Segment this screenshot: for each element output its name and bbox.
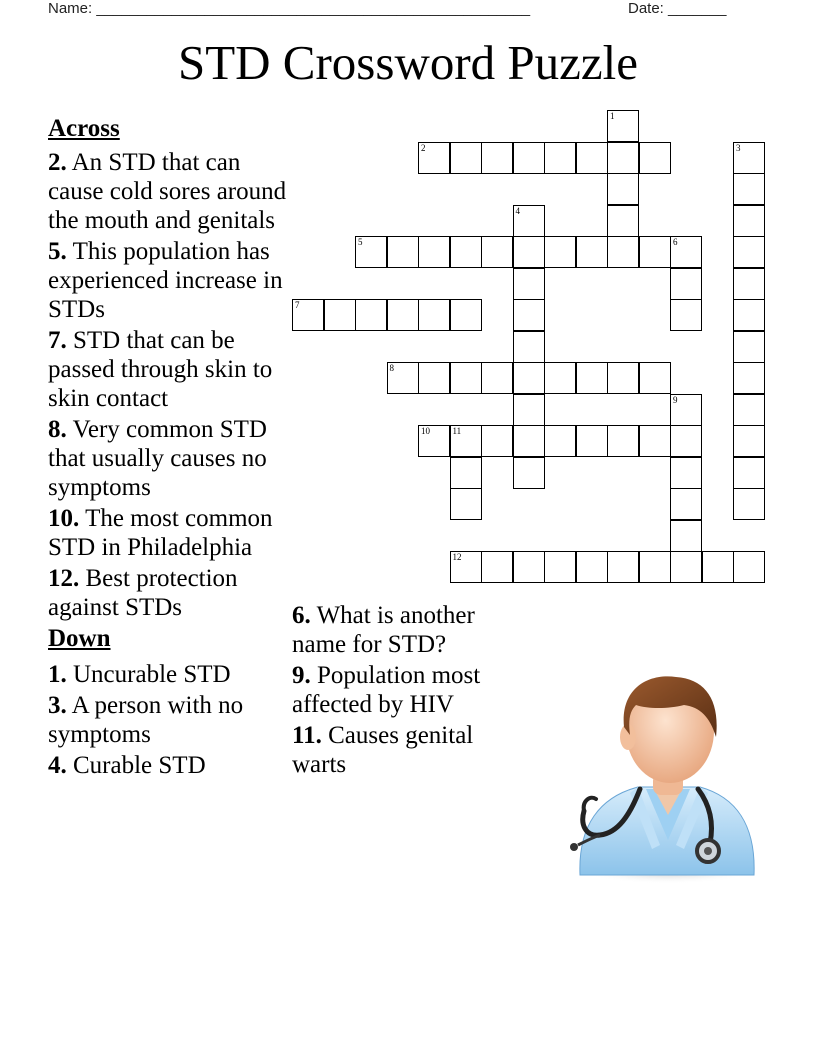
crossword-cell[interactable]	[733, 236, 765, 268]
crossword-cell[interactable]	[607, 362, 639, 394]
crossword-cell[interactable]	[450, 362, 482, 394]
crossword-cell[interactable]	[418, 425, 450, 457]
cell-number: 5	[358, 237, 363, 247]
clue-down-1	[48, 660, 288, 689]
crossword-cell[interactable]	[513, 268, 545, 300]
crossword-cell[interactable]	[576, 362, 608, 394]
crossword-cell[interactable]	[481, 236, 513, 268]
clue-number: 9.	[292, 662, 311, 689]
crossword-cell[interactable]	[513, 425, 545, 457]
crossword-cell[interactable]	[576, 425, 608, 457]
clue-across-12	[48, 564, 288, 622]
clue-number: 6.	[292, 602, 311, 629]
crossword-cell[interactable]	[481, 425, 513, 457]
clue-text: This population has experienced increase in STDs	[48, 238, 283, 323]
crossword-cell[interactable]	[450, 142, 482, 174]
across-heading: Across	[48, 115, 120, 142]
crossword-cell[interactable]	[513, 236, 545, 268]
crossword-cell[interactable]	[733, 173, 765, 205]
crossword-cell[interactable]	[513, 394, 545, 426]
clue-text: A person with no symptoms	[48, 692, 244, 748]
crossword-cell[interactable]	[513, 299, 545, 331]
crossword-cell[interactable]	[324, 299, 356, 331]
clue-across-2	[48, 148, 288, 235]
cell-number: 7	[295, 300, 300, 310]
clue-number: 11.	[292, 722, 322, 749]
crossword-cell[interactable]	[513, 551, 545, 583]
crossword-cell[interactable]	[733, 299, 765, 331]
crossword-cell[interactable]	[292, 299, 324, 331]
crossword-cell[interactable]	[418, 362, 450, 394]
clue-column-left	[48, 114, 288, 782]
cell-number: 8	[389, 363, 394, 373]
crossword-cell[interactable]	[418, 236, 450, 268]
clue-number: 12.	[48, 565, 80, 592]
clue-text: STD that can be passed through skin to skin contact	[48, 327, 273, 412]
cell-number: 1	[610, 111, 615, 121]
crossword-cell[interactable]	[544, 236, 576, 268]
crossword-cell[interactable]	[670, 520, 702, 552]
clue-across-7	[48, 326, 288, 413]
crossword-cell[interactable]	[576, 551, 608, 583]
down-heading: Down	[48, 625, 111, 652]
crossword-cell[interactable]	[733, 362, 765, 394]
clue-number: 10.	[48, 505, 80, 532]
crossword-cell[interactable]	[513, 205, 545, 237]
crossword-cell[interactable]	[670, 457, 702, 489]
name-field[interactable]: Name: ____________________________________________________	[48, 0, 531, 17]
clue-text: An STD that can cause cold sores around the mouth and genitals	[48, 149, 287, 234]
cell-number: 4	[515, 205, 520, 216]
clue-text: Very common STD that usually causes no symptoms	[48, 416, 267, 501]
clue-text: The most common STD in Philadelphia	[48, 505, 273, 561]
crossword-cell[interactable]	[733, 488, 765, 520]
crossword-cell[interactable]	[355, 299, 387, 331]
crossword-cell[interactable]	[544, 425, 576, 457]
clue-text: Best protection against STDs	[48, 565, 238, 621]
page-title: STD Crossword Puzzle	[177, 35, 639, 90]
clue-text: What is another name for STD?	[292, 602, 475, 658]
crossword-cell[interactable]	[733, 142, 765, 174]
crossword-cell[interactable]	[670, 299, 702, 331]
clue-number: 2.	[48, 149, 67, 176]
crossword-cell[interactable]	[607, 173, 639, 205]
crossword-cell[interactable]	[544, 142, 576, 174]
crossword-cell[interactable]	[544, 362, 576, 394]
crossword-cell[interactable]	[513, 457, 545, 489]
cell-number: 6	[673, 237, 678, 247]
crossword-cell[interactable]	[513, 362, 545, 394]
crossword-cell[interactable]	[450, 299, 482, 331]
date-field[interactable]: Date: _______	[628, 0, 727, 17]
crossword-cell[interactable]	[733, 425, 765, 457]
crossword-cell[interactable]	[450, 236, 482, 268]
crossword-cell[interactable]	[607, 110, 639, 142]
crossword-cell[interactable]	[733, 551, 765, 583]
crossword-cell[interactable]	[607, 142, 639, 174]
cell-number: 9	[673, 394, 678, 405]
crossword-cell[interactable]	[639, 142, 671, 174]
clue-down-11	[292, 721, 512, 779]
crossword-cell[interactable]	[450, 457, 482, 489]
crossword-cell[interactable]	[670, 488, 702, 520]
crossword-cell[interactable]	[481, 362, 513, 394]
clue-number: 7.	[48, 327, 67, 354]
clue-down-6	[292, 601, 512, 659]
cell-number: 10	[421, 426, 430, 436]
clue-number: 5.	[48, 238, 67, 265]
crossword-cell[interactable]	[576, 236, 608, 268]
crossword-cell[interactable]	[607, 205, 639, 237]
crossword-cell[interactable]	[733, 394, 765, 426]
crossword-cell[interactable]	[639, 551, 671, 583]
cell-number: 2	[421, 142, 426, 153]
crossword-cell[interactable]	[387, 236, 419, 268]
crossword-cell[interactable]	[670, 551, 702, 583]
clue-down-9	[292, 661, 512, 719]
name-date-header	[48, 0, 748, 20]
crossword-cell[interactable]	[387, 299, 419, 331]
crossword-cell[interactable]	[355, 236, 387, 268]
crossword-cell[interactable]	[607, 425, 639, 457]
clue-text: Uncurable STD	[73, 661, 231, 688]
crossword-cell[interactable]	[670, 394, 702, 426]
clue-across-10	[48, 504, 288, 562]
crossword-cell[interactable]	[733, 457, 765, 489]
clue-down-4	[48, 751, 288, 780]
clue-text: Population most affected by HIV	[292, 662, 481, 718]
crossword-cell[interactable]	[607, 551, 639, 583]
clue-number: 4.	[48, 752, 67, 779]
crossword-cell[interactable]	[450, 551, 482, 583]
crossword-cell[interactable]	[450, 425, 482, 457]
clue-down-3	[48, 691, 288, 749]
crossword-cell[interactable]	[733, 268, 765, 300]
crossword-cell[interactable]	[387, 362, 419, 394]
crossword-cell[interactable]	[639, 425, 671, 457]
crossword-cell[interactable]	[670, 268, 702, 300]
clue-across-5	[48, 237, 288, 324]
crossword-cell[interactable]	[544, 551, 576, 583]
crossword-cell[interactable]	[733, 331, 765, 363]
crossword-cell[interactable]	[670, 425, 702, 457]
crossword-cell[interactable]	[418, 142, 450, 174]
crossword-cell[interactable]	[702, 551, 734, 583]
clue-column-right	[292, 601, 512, 781]
crossword-cell[interactable]	[639, 362, 671, 394]
crossword-cell[interactable]	[670, 236, 702, 268]
crossword-cell[interactable]	[513, 331, 545, 363]
crossword-cell[interactable]	[733, 205, 765, 237]
clue-number: 1.	[48, 661, 67, 688]
doctor-icon	[560, 665, 760, 885]
crossword-cell[interactable]	[513, 142, 545, 174]
crossword-cell[interactable]	[576, 142, 608, 174]
cell-number: 3	[736, 142, 741, 153]
cell-number: 11	[452, 426, 462, 436]
crossword-cell[interactable]	[639, 236, 671, 268]
clue-number: 3.	[48, 692, 67, 719]
crossword-cell[interactable]	[418, 299, 450, 331]
cell-number: 12	[452, 552, 462, 562]
crossword-cell[interactable]	[450, 488, 482, 520]
clue-number: 8.	[48, 416, 67, 443]
clue-text: Causes genital warts	[292, 722, 474, 778]
crossword-cell[interactable]	[607, 236, 639, 268]
crossword-cell[interactable]	[481, 142, 513, 174]
crossword-cell[interactable]	[481, 551, 513, 583]
clue-across-8	[48, 415, 288, 502]
clue-text: Curable STD	[73, 752, 206, 779]
